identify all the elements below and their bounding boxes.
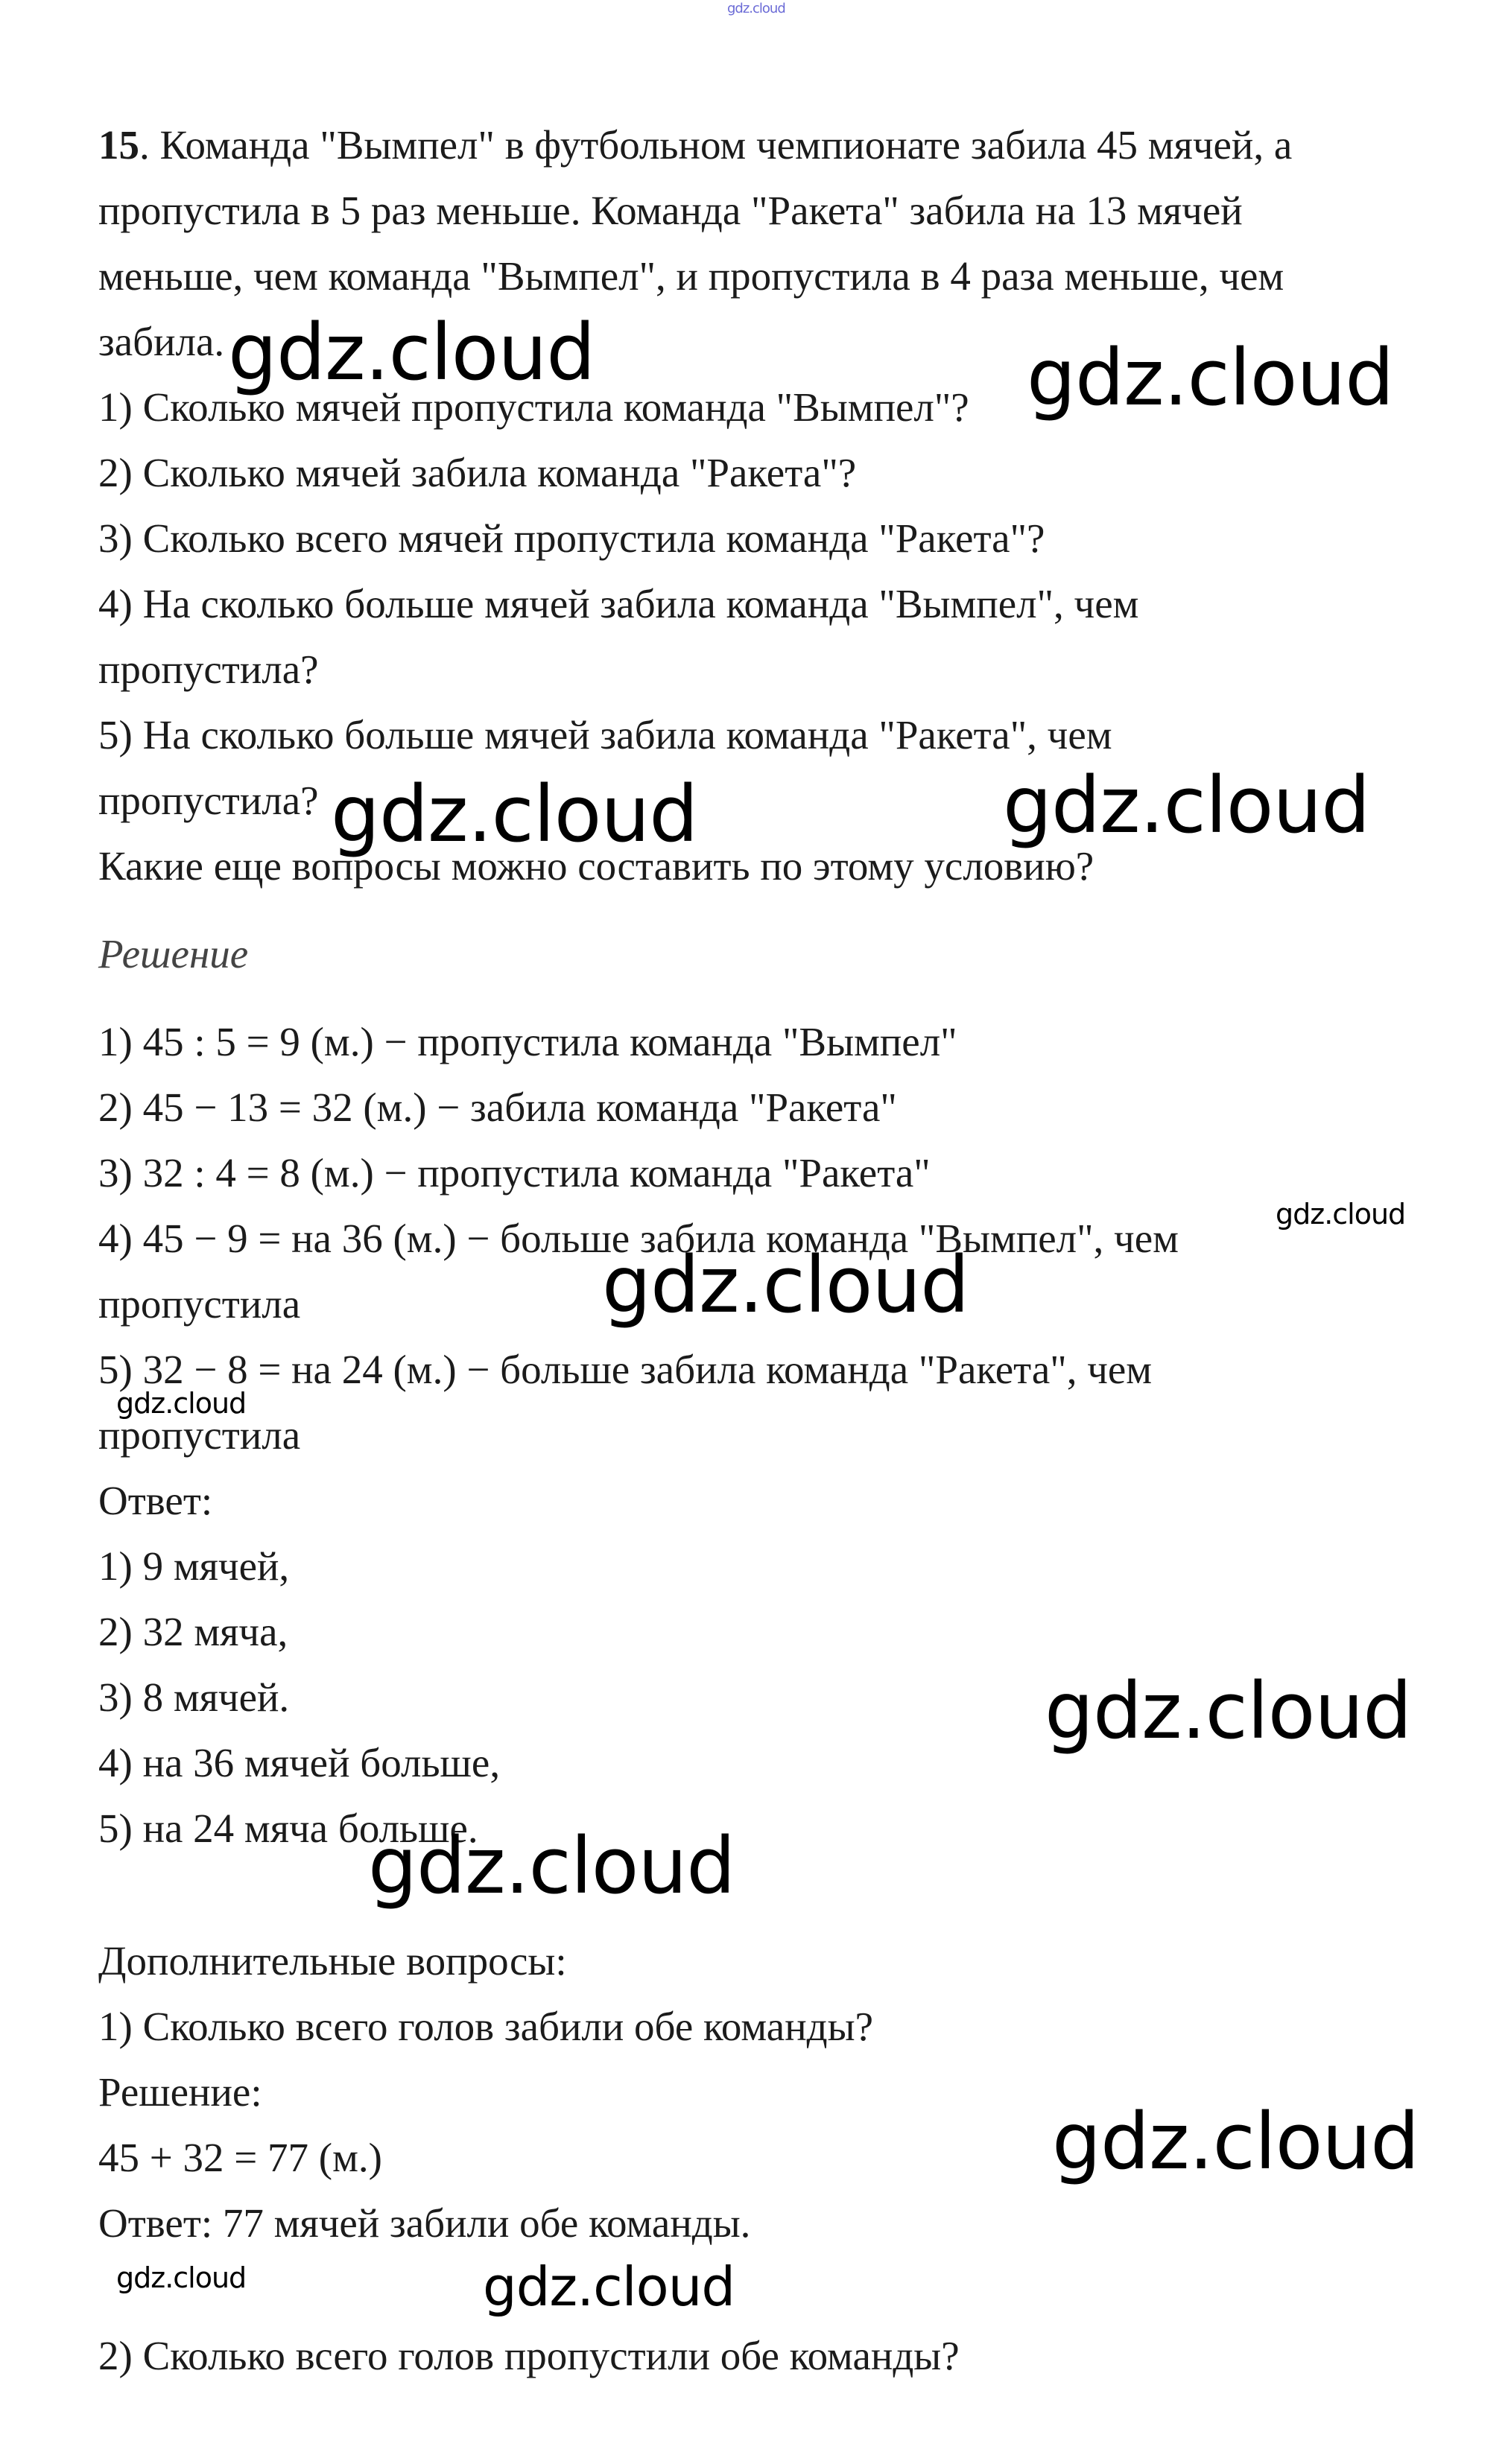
watermark: gdz.cloud <box>368 1820 735 1911</box>
answer-item-2: 2) 32 мяча, <box>98 1609 288 1654</box>
watermark-top: gdz.cloud <box>727 1 785 16</box>
answer-item-5: 5) на 24 мяча больше. <box>98 1806 478 1851</box>
solution-step-5: 5) 32 − 8 = на 24 (м.) − больше забила команда "Ракета", чем <box>98 1347 1153 1392</box>
extra-heading: Дополнительные вопросы: <box>98 1938 567 1984</box>
extra-solution-label: Решение: <box>98 2069 262 2115</box>
solution-step-4: 4) 45 − 9 = на 36 (м.) − больше забила команда "Вымпел", чем <box>98 1216 1179 1261</box>
watermark: gdz.cloud <box>1045 1666 1412 1756</box>
answer-item-4: 4) на 36 мячей больше, <box>98 1740 501 1785</box>
question-4-cont: пропустила? <box>98 647 319 692</box>
problem-line-2: пропустила в 5 раз меньше. Команда "Ракета" забила на 13 мячей <box>98 188 1243 233</box>
solution-step-4-cont: пропустила <box>98 1281 301 1327</box>
solution-heading: Решение <box>98 931 249 977</box>
solution-step-2: 2) 45 − 13 = 32 (м.) − забила команда "Ракета" <box>98 1085 897 1130</box>
solution-step-1: 1) 45 : 5 = 9 (м.) − пропустила команда "Вымпел" <box>98 1019 957 1064</box>
question-4: 4) На сколько больше мячей забила команда "Вымпел", чем <box>98 581 1139 626</box>
question-5: 5) На сколько больше мячей забила команда "Ракета", чем <box>98 712 1112 758</box>
solution-step-5-cont: пропустила <box>98 1412 301 1458</box>
watermark: gdz.cloud <box>116 2261 247 2294</box>
solution-step-3: 3) 32 : 4 = 8 (м.) − пропустила команда "Ракета" <box>98 1150 931 1196</box>
watermark: gdz.cloud <box>1276 1198 1406 1231</box>
extra-question-1: 1) Сколько всего голов забили обе команды? <box>98 2004 873 2049</box>
extra-answer: Ответ: 77 мячей забили обе команды. <box>98 2200 751 2246</box>
question-extra-prompt: Какие еще вопросы можно составить по этому условию? <box>98 843 1094 889</box>
watermark: gdz.cloud <box>483 2255 735 2318</box>
extra-calc: 45 + 32 = 77 (м.) <box>98 2135 382 2180</box>
problem-line-3: меньше, чем команда "Вымпел", и пропустила в 4 раза меньше, чем <box>98 253 1284 299</box>
question-5-cont: пропустила? <box>98 778 319 823</box>
answer-item-3: 3) 8 мячей. <box>98 1674 290 1720</box>
answer-heading: Ответ: <box>98 1478 213 1523</box>
problem-number: 15 <box>98 122 139 168</box>
problem-line-1: 15. Команда "Вымпел" в футбольном чемпионате забила 45 мячей, а <box>98 122 1293 168</box>
question-3: 3) Сколько всего мячей пропустила команда "Ракета"? <box>98 515 1045 561</box>
problem-line-4: забила. <box>98 319 225 364</box>
watermark: gdz.cloud <box>1052 2096 1419 2187</box>
question-2: 2) Сколько мячей забила команда "Ракета"? <box>98 450 857 495</box>
watermark: gdz.cloud <box>602 1239 969 1330</box>
watermark: gdz.cloud <box>1003 760 1370 851</box>
answer-item-1: 1) 9 мячей, <box>98 1543 290 1589</box>
watermark: gdz.cloud <box>331 769 698 860</box>
question-1: 1) Сколько мячей пропустила команда "Вымпел"? <box>98 384 969 430</box>
watermark: gdz.cloud <box>228 307 595 398</box>
watermark: gdz.cloud <box>116 1387 247 1420</box>
extra-question-2: 2) Сколько всего голов пропустили обе команды? <box>98 2333 960 2378</box>
watermark: gdz.cloud <box>1027 332 1394 423</box>
